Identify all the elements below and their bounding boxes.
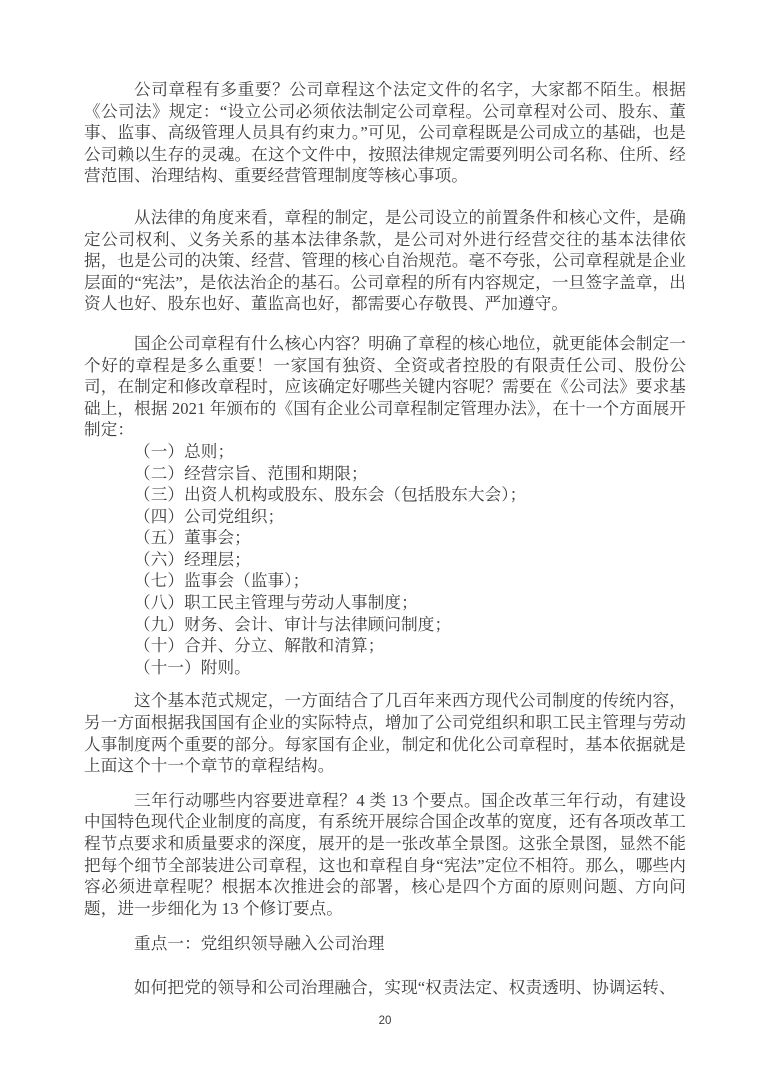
paragraph-three-year-action: 三年行动哪些内容要进章程？4 类 13 个要点。国企改革三年行动，有建设中国特色现代企业制度的高度，有系统开展综合国企改革的宽度，还有各项改革工程节点要求和质量要求的深度，展开的是一张改革全景图。这张全景图，显然不能把每个细节全部装进公司章程，这也和章程自身“宪法”定位不相符。那么，哪些内容必须进章程呢？根据本次推进会的部署，核心是四个方面的原则问题、方向问题，进一步细化为 13 个修订要点。 (84, 790, 686, 918)
document-body (84, 79, 686, 999)
paragraph-basic-paradigm: 这个基本范式规定，一方面结合了几百年来西方现代公司制度的传统内容，另一方面根据我国国有企业的实际特点，增加了公司党组织和职工民主管理与劳动人事制度两个重要的部分。每家国有企业，制定和优化公司章程时，基本依据就是上面这个十一个章节的章程结构。 (84, 691, 686, 776)
charter-sections-list (84, 441, 686, 679)
paragraph-charter-importance: 公司章程有多重要？公司章程这个法定文件的名字，大家都不陌生。根据《公司法》规定：“设立公司必须依法制定公司章程。公司章程对公司、股东、董事、监事、高级管理人员具有约束力。”可见，公司章程既是公司成立的基础，也是公司赖以生存的灵魂。在这个文件中，按照法律规定需要列明公司名称、住所、经营范围、治理结构、重要经营管理制度等核心事项。 (84, 80, 686, 186)
charter-section-item: （八）职工民主管理与劳动人事制度； (134, 593, 418, 613)
charter-section-item: （十一）附则。 (134, 657, 251, 677)
paragraph-legal-perspective: 从法律的角度来看，章程的制定，是公司设立的前置条件和核心文件，是确定公司权利、义务关系的基本法律条款，是公司对外进行经营交往的基本法律依据，也是公司的决策、经营、管理的核心自治规范。毫不夸张，公司章程就是企业层面的“宪法”，是依法治企的基石。公司章程的所有内容规定，一旦签字盖章，出资人也好、股东也好、董监高也好，都需要心存敬畏、严加遵守。 (84, 207, 686, 314)
charter-section-item: （一）总则； (134, 441, 235, 461)
paragraph-party-leadership-intro: 如何把党的领导和公司治理融合，实现“权责法定、权责透明、协调运转、 (134, 977, 676, 997)
charter-section-item: （七）监事会（监事）； (134, 571, 310, 591)
section-heading-key-point-1: 重点一：党组织领导融入公司治理 (134, 934, 385, 954)
charter-section-item: （十）合并、分立、解散和清算； (134, 636, 385, 656)
charter-section-item: （二）经营宗旨、范围和期限； (134, 463, 368, 483)
paragraph-core-content-question: 国企公司章程有什么核心内容？明确了章程的核心地位，就更能体会制定一个好的章程是多么重要！一家国有独资、全资或者控股的有限责任公司、股份公司，在制定和修改章程时，应该确定好哪些关键内容呢？需要在《公司法》要求基础上，根据 2021 年颁布的《国有企业公司章程制定管理办法》，在十一个方面展开制定： (84, 333, 686, 440)
charter-section-item: （六）经理层； (134, 549, 251, 569)
charter-section-item: （三）出资人机构或股东、股东会（包括股东大会）； (134, 485, 527, 505)
charter-section-item: （四）公司党组织； (134, 506, 285, 526)
charter-section-item: （九）财务、会计、审计与法律顾问制度； (134, 614, 452, 634)
charter-section-item: （五）董事会； (134, 528, 251, 548)
page-number: 20 (378, 1015, 392, 1027)
